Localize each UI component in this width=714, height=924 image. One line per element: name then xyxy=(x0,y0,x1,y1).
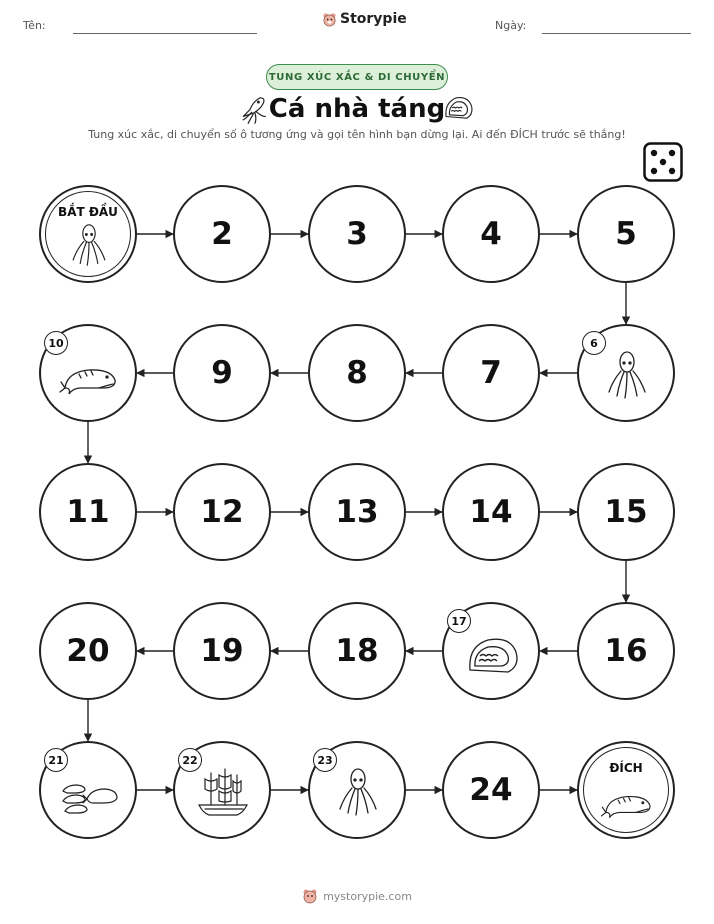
footer-url[interactable]: mystorypie.com xyxy=(323,889,412,903)
board-space-19[interactable] xyxy=(173,602,271,700)
start-space[interactable] xyxy=(39,185,137,283)
space-number: 3 xyxy=(346,216,368,252)
space-number: 18 xyxy=(335,633,379,669)
board-space-18[interactable] xyxy=(308,602,406,700)
bear-logo-icon xyxy=(302,888,318,904)
space-number: 4 xyxy=(480,216,502,252)
footer xyxy=(0,888,714,904)
space-number: 12 xyxy=(200,494,244,530)
board-space-22[interactable] xyxy=(173,741,271,839)
board-space-9[interactable] xyxy=(173,324,271,422)
space-number: 2 xyxy=(211,216,233,252)
board-space-5[interactable] xyxy=(577,185,675,283)
whale-pod-icon xyxy=(59,767,119,817)
board-space-13[interactable] xyxy=(308,463,406,561)
space-number: 15 xyxy=(604,494,648,530)
board-space-23[interactable] xyxy=(308,741,406,839)
board-space-8[interactable] xyxy=(308,324,406,422)
space-number: 5 xyxy=(615,216,637,252)
space-number: 13 xyxy=(335,494,379,530)
space-number: 9 xyxy=(211,355,233,391)
board-space-4[interactable] xyxy=(442,185,540,283)
board-space-20[interactable] xyxy=(39,602,137,700)
board-space-16[interactable] xyxy=(577,602,675,700)
board-space-7[interactable] xyxy=(442,324,540,422)
start-label: BẮT ĐẦU xyxy=(58,205,118,219)
page-title: Cá nhà táng xyxy=(268,94,446,124)
space-number: 19 xyxy=(200,633,244,669)
space-number: 6 xyxy=(582,331,606,355)
space-number: 8 xyxy=(346,355,368,391)
space-number: 23 xyxy=(313,748,337,772)
board-space-17[interactable] xyxy=(442,602,540,700)
board-space-15[interactable] xyxy=(577,463,675,561)
space-number: 16 xyxy=(604,633,648,669)
space-number: 14 xyxy=(469,494,513,530)
sperm-whale-icon xyxy=(597,779,657,823)
activity-badge: TUNG XÚC XẮC & DI CHUYỂN xyxy=(266,64,448,90)
board-space-11[interactable] xyxy=(39,463,137,561)
board-space-6[interactable] xyxy=(577,324,675,422)
board-space-24[interactable] xyxy=(442,741,540,839)
space-number: 20 xyxy=(66,633,110,669)
sailing-ship-icon xyxy=(193,767,253,817)
ambergris-icon xyxy=(462,628,522,678)
space-number: 24 xyxy=(469,772,513,808)
board-space-10[interactable] xyxy=(39,324,137,422)
space-number: 10 xyxy=(44,331,68,355)
board-space-14[interactable] xyxy=(442,463,540,561)
board-space-12[interactable] xyxy=(173,463,271,561)
board-space-2[interactable] xyxy=(173,185,271,283)
space-number: 7 xyxy=(480,355,502,391)
name-label: Tên: xyxy=(23,19,46,32)
finish-label: ĐÍCH xyxy=(609,761,643,775)
squid-icon xyxy=(328,767,388,817)
finish-space[interactable] xyxy=(577,741,675,839)
space-number: 21 xyxy=(44,748,68,772)
brand-name: Storypie xyxy=(340,11,407,27)
squid-icon xyxy=(59,223,119,267)
squid-icon xyxy=(597,350,657,400)
board-space-21[interactable] xyxy=(39,741,137,839)
space-number: 11 xyxy=(66,494,110,530)
space-number: 22 xyxy=(178,748,202,772)
sperm-whale-icon xyxy=(59,350,119,400)
instructions-text: Tung xúc xắc, di chuyển số ô tương ứng và gọi tên hình bạn dừng lại. Ai đến ĐÍCH trước sẽ thắng! xyxy=(88,128,626,141)
board-space-3[interactable] xyxy=(308,185,406,283)
date-label: Ngày: xyxy=(495,19,527,32)
space-number: 17 xyxy=(447,609,471,633)
